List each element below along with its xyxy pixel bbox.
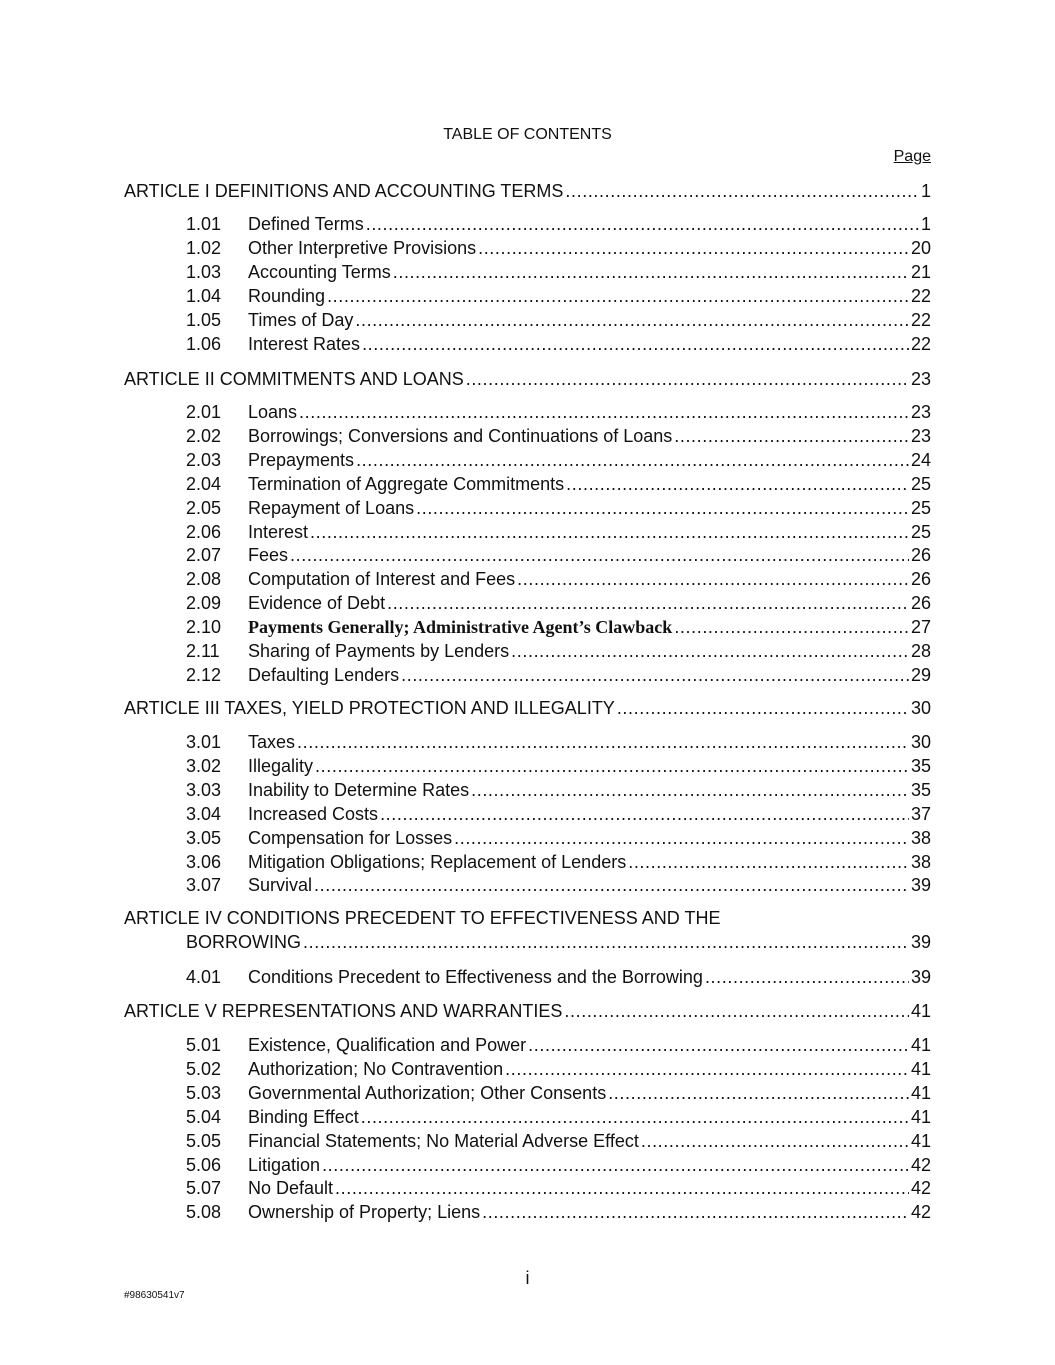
section-number: 4.01 <box>186 967 222 987</box>
section-title: Other Interpretive Provisions <box>248 238 477 258</box>
article-title: ARTICLE III TAXES, YIELD PROTECTION AND ILLEGALITY <box>124 698 615 718</box>
section-number: 5.08 <box>186 1202 222 1222</box>
section-title: Sharing of Payments by Lenders <box>248 641 510 661</box>
dot-leader <box>297 731 909 753</box>
page-number: 38 <box>910 852 931 872</box>
article-heading[interactable]: ARTICLE IV CONDITIONS PRECEDENT TO EFFECTIVENESS AND THE <box>124 908 721 928</box>
section-number: 3.07 <box>186 875 222 895</box>
section-title: Termination of Aggregate Commitments <box>248 474 565 494</box>
section-number: 2.03 <box>186 450 222 470</box>
page-number: 20 <box>910 238 931 258</box>
toc-title: TABLE OF CONTENTS <box>443 126 612 143</box>
dot-leader <box>299 401 909 423</box>
section-title: No Default <box>248 1178 334 1198</box>
dot-leader <box>327 285 909 307</box>
page-number: 41 <box>910 1131 931 1151</box>
dot-leader <box>356 449 909 471</box>
toc-section-entry[interactable] <box>186 497 931 519</box>
page-number: 22 <box>910 334 931 354</box>
page-number: 22 <box>910 286 931 306</box>
dot-leader <box>314 874 909 896</box>
page-number: 42 <box>910 1178 931 1198</box>
page-number: 24 <box>910 450 931 470</box>
page-folio: i <box>525 1268 530 1288</box>
page-number: 39 <box>910 932 931 952</box>
section-number: 1.04 <box>186 286 222 306</box>
section-number: 5.04 <box>186 1107 222 1127</box>
dot-leader <box>380 803 909 825</box>
toc-section-entry[interactable] <box>186 874 931 896</box>
page-number: 25 <box>910 474 931 494</box>
dot-leader <box>361 1106 909 1128</box>
dot-leader <box>641 1130 909 1152</box>
dot-leader <box>416 497 909 519</box>
section-title: Binding Effect <box>248 1107 359 1127</box>
dot-leader <box>705 966 909 988</box>
page-number: 23 <box>910 369 931 389</box>
toc-section-entry[interactable] <box>186 1201 931 1223</box>
page-number: 30 <box>910 732 931 752</box>
section-title: Rounding <box>248 286 326 306</box>
section-title: Inability to Determine Rates <box>248 780 470 800</box>
page-number: 35 <box>910 780 931 800</box>
page-number: 41 <box>910 1035 931 1055</box>
page-number: 1 <box>920 181 931 201</box>
toc-section-entry[interactable] <box>186 473 931 495</box>
toc-section-entry[interactable] <box>186 779 931 801</box>
section-title: Litigation <box>248 1155 321 1175</box>
section-number: 2.12 <box>186 665 222 685</box>
section-number: 2.02 <box>186 426 222 446</box>
toc-section-entry[interactable] <box>186 966 931 988</box>
section-number: 1.02 <box>186 238 222 258</box>
section-title: Computation of Interest and Fees <box>248 569 516 589</box>
toc-section-entry[interactable] <box>186 664 931 686</box>
section-title: Accounting Terms <box>248 262 391 282</box>
toc-section-entry[interactable] <box>186 521 931 543</box>
toc-section-entry[interactable] <box>186 616 931 638</box>
article-heading-continued[interactable] <box>186 931 931 953</box>
section-number: 1.06 <box>186 334 222 354</box>
page-number: 25 <box>910 498 931 518</box>
toc-section-entry[interactable] <box>186 568 931 590</box>
page-number: 42 <box>910 1155 931 1175</box>
page-number: 41 <box>910 1001 931 1021</box>
section-title: Financial Statements; No Material Adverse Effect <box>248 1131 639 1151</box>
section-title: Existence, Qualification and Power <box>248 1035 527 1055</box>
section-title: Compensation for Losses <box>248 828 453 848</box>
section-title: Defined Terms <box>248 214 364 234</box>
section-title: Fees <box>248 545 289 565</box>
section-number: 3.02 <box>186 756 222 776</box>
toc-section-entry[interactable] <box>186 1034 931 1056</box>
section-title: Payments Generally; Administrative Agent’s Clawback <box>248 617 673 637</box>
page-number: 35 <box>910 756 931 776</box>
section-title: Interest Rates <box>248 334 361 354</box>
section-number: 3.03 <box>186 780 222 800</box>
article-title: ARTICLE II COMMITMENTS AND LOANS <box>124 369 464 389</box>
section-number: 2.07 <box>186 545 222 565</box>
toc-section-entry[interactable] <box>186 213 931 235</box>
toc-section-entry[interactable] <box>186 425 931 447</box>
page-number: 29 <box>910 665 931 685</box>
section-number: 3.01 <box>186 732 222 752</box>
dot-leader <box>608 1082 909 1104</box>
toc-section-entry[interactable] <box>186 592 931 614</box>
toc-section-entry[interactable] <box>186 285 931 307</box>
section-title: Conditions Precedent to Effectiveness and the Borrowing <box>248 967 703 987</box>
page-number: 41 <box>910 1083 931 1103</box>
toc-section-entry[interactable] <box>186 544 931 566</box>
section-number: 5.05 <box>186 1131 222 1151</box>
dot-leader <box>466 368 909 390</box>
section-title: Repayment of Loans <box>248 498 415 518</box>
dot-leader <box>290 544 909 566</box>
dot-leader <box>454 827 909 849</box>
dot-leader <box>511 640 909 662</box>
toc-section-entry[interactable] <box>186 1058 931 1080</box>
section-number: 2.11 <box>186 641 220 661</box>
page-number: 21 <box>910 262 931 282</box>
section-title: Prepayments <box>248 450 355 470</box>
section-title: Governmental Authorization; Other Consents <box>248 1083 607 1103</box>
dot-leader <box>528 1034 909 1056</box>
section-title: Borrowings; Conversions and Continuations of Loans <box>248 426 673 446</box>
section-title: BORROWING <box>186 932 301 952</box>
section-number: 5.06 <box>186 1155 222 1175</box>
page-column-header: Page <box>893 148 931 165</box>
section-number: 5.02 <box>186 1059 222 1079</box>
section-number: 1.05 <box>186 310 222 330</box>
dot-leader <box>628 851 909 873</box>
dot-leader <box>362 333 909 355</box>
section-title: Taxes <box>248 732 296 752</box>
section-title: Authorization; No Contravention <box>248 1059 504 1079</box>
section-title: Defaulting Lenders <box>248 665 400 685</box>
dot-leader <box>322 1154 909 1176</box>
section-title: Loans <box>248 402 298 422</box>
section-number: 5.03 <box>186 1083 222 1103</box>
toc-section-entry[interactable] <box>186 755 931 777</box>
dot-leader <box>303 931 909 953</box>
page-number: 22 <box>910 310 931 330</box>
dot-leader <box>565 180 919 202</box>
section-number: 3.05 <box>186 828 222 848</box>
article-title: ARTICLE V REPRESENTATIONS AND WARRANTIES <box>124 1001 563 1021</box>
section-number: 3.06 <box>186 852 222 872</box>
dot-leader <box>505 1058 909 1080</box>
section-title: Increased Costs <box>248 804 379 824</box>
section-title: Mitigation Obligations; Replacement of Lenders <box>248 852 627 872</box>
document-id: #98630541v7 <box>124 1290 185 1301</box>
toc-section-entry[interactable] <box>186 449 931 471</box>
dot-leader <box>564 1000 909 1022</box>
page-number: 25 <box>910 522 931 542</box>
toc-section-entry[interactable] <box>186 401 931 423</box>
dot-leader <box>366 213 919 235</box>
toc-section-entry[interactable] <box>186 640 931 662</box>
page-number: 38 <box>910 828 931 848</box>
toc-section-entry[interactable] <box>186 827 931 849</box>
section-number: 2.04 <box>186 474 222 494</box>
dot-leader <box>674 425 909 447</box>
section-number: 2.05 <box>186 498 222 518</box>
toc-section-entry[interactable] <box>186 237 931 259</box>
page-number: 39 <box>910 967 931 987</box>
toc-section-entry[interactable] <box>186 333 931 355</box>
article-heading[interactable] <box>124 1000 931 1022</box>
toc-section-entry[interactable] <box>186 1177 931 1199</box>
dot-leader <box>517 568 909 590</box>
section-title: Interest <box>248 522 309 542</box>
toc-section-entry[interactable] <box>186 803 931 825</box>
page-number: 23 <box>910 402 931 422</box>
section-number: 2.08 <box>186 569 222 589</box>
section-title: Survival <box>248 875 313 895</box>
dot-leader <box>393 261 909 283</box>
dot-leader <box>401 664 909 686</box>
section-title: Evidence of Debt <box>248 593 386 613</box>
section-title: Ownership of Property; Liens <box>248 1202 481 1222</box>
article-heading[interactable] <box>124 368 931 390</box>
dot-leader <box>335 1177 909 1199</box>
toc-section-entry[interactable] <box>186 261 931 283</box>
page-number: 30 <box>910 698 931 718</box>
section-number: 2.09 <box>186 593 222 613</box>
toc-section-entry[interactable] <box>186 1106 931 1128</box>
dot-leader <box>315 755 909 777</box>
dot-leader <box>482 1201 909 1223</box>
article-heading[interactable] <box>124 180 931 202</box>
page-number: 41 <box>910 1107 931 1127</box>
section-number: 5.07 <box>186 1178 222 1198</box>
page-number: 28 <box>910 641 931 661</box>
dot-leader <box>471 779 909 801</box>
page-number: 26 <box>910 569 931 589</box>
toc-section-entry[interactable] <box>186 731 931 753</box>
section-title: Times of Day <box>248 310 354 330</box>
dot-leader <box>355 309 909 331</box>
section-number: 1.03 <box>186 262 222 282</box>
page-number: 39 <box>910 875 931 895</box>
dot-leader <box>566 473 909 495</box>
section-title: Illegality <box>248 756 314 776</box>
section-number: 2.01 <box>186 402 222 422</box>
page-number: 26 <box>910 545 931 565</box>
page-number: 27 <box>910 617 931 637</box>
section-number: 3.04 <box>186 804 222 824</box>
page-number: 41 <box>910 1059 931 1079</box>
page-number: 1 <box>920 214 931 234</box>
toc-section-entry[interactable] <box>186 851 931 873</box>
page-number: 37 <box>910 804 931 824</box>
toc-section-entry[interactable] <box>186 1130 931 1152</box>
page-number: 23 <box>910 426 931 446</box>
toc-section-entry[interactable] <box>186 1082 931 1104</box>
section-number: 2.06 <box>186 522 222 542</box>
page-number: 26 <box>910 593 931 613</box>
section-number: 5.01 <box>186 1035 222 1055</box>
article-title: ARTICLE I DEFINITIONS AND ACCOUNTING TERMS <box>124 181 564 201</box>
section-number: 1.01 <box>186 214 222 234</box>
dot-leader <box>478 237 909 259</box>
dot-leader <box>617 697 909 719</box>
toc-section-entry[interactable] <box>186 309 931 331</box>
page-number: 42 <box>910 1202 931 1222</box>
section-number: 2.10 <box>186 617 222 637</box>
dot-leader <box>674 616 909 638</box>
article-heading[interactable] <box>124 697 931 719</box>
dot-leader <box>310 521 909 543</box>
toc-section-entry[interactable] <box>186 1154 931 1176</box>
dot-leader <box>387 592 909 614</box>
